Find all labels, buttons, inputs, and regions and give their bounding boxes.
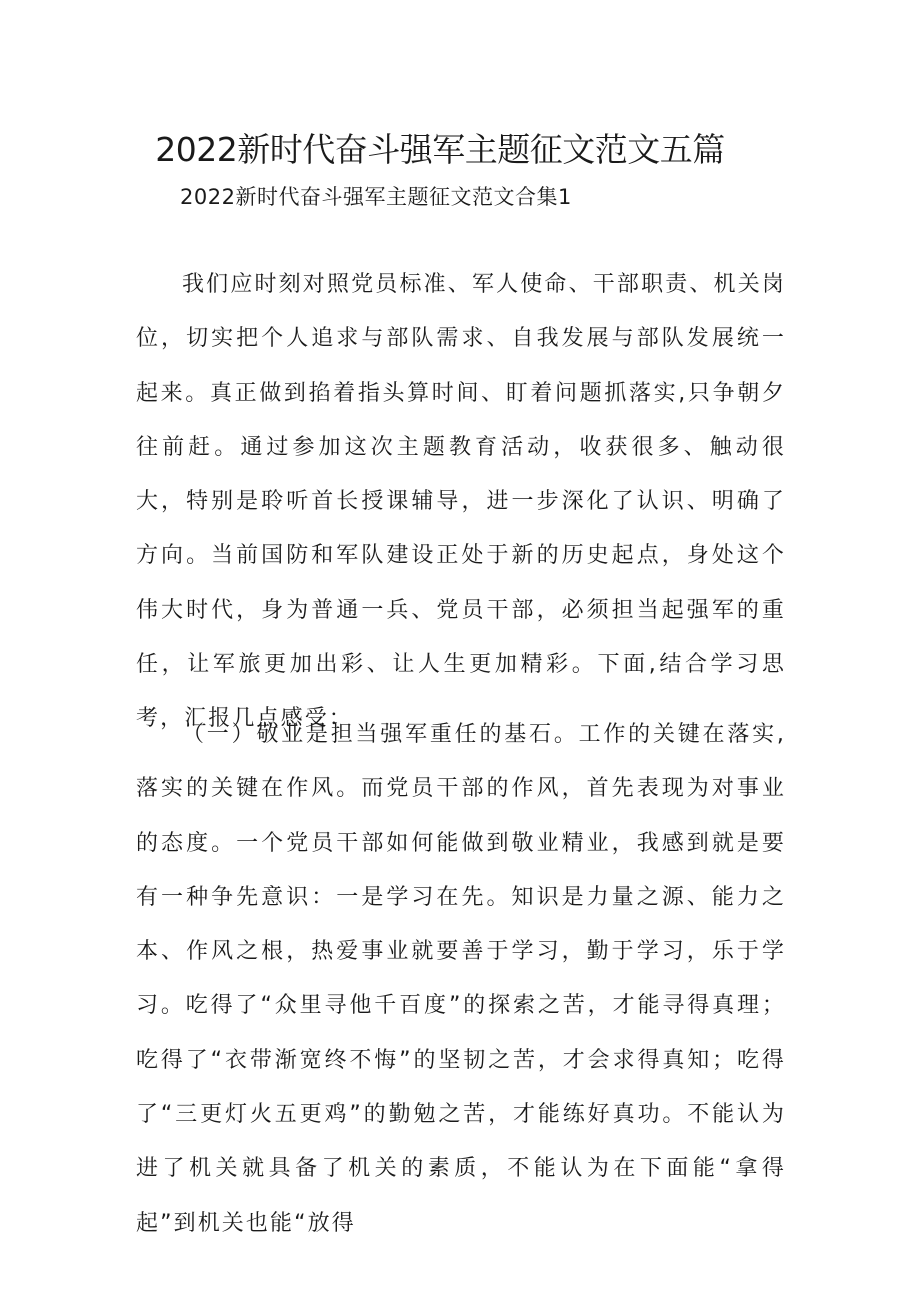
document-subtitle: 2022新时代奋斗强军主题征文范文合集1 xyxy=(180,185,572,209)
body-paragraph: （一）敬业是担当强军重任的基石。工作的关键在落实,落实的关键在作风。而党员干部的作风，首先表现为对事业的态度。一个党员干部如何能做到敬业精业，我感到就是要有一种争先意识：一是学习在先。知识是力量之源、能力之本、作风之根，热爱事业就要善于学习，勤于学习，乐于学习。吃得了“众里寻他千百度”的探索之苦，才能寻得真理；吃得了“衣带渐宽终不悔”的坚韧之苦，才会求得真知；吃得了“三更灯火五更鸡”的勤勉之苦，才能练好真功。不能认为进了机关就具备了机关的素质，不能认为在下面能“拿得起”到机关也能“放得 xyxy=(136,722,786,1236)
body-paragraph: 我们应时刻对照党员标准、军人使命、干部职责、机关岗位，切实把个人追求与部队需求、自我发展与部队发展统一起来。真正做到掐着指头算时间、盯着问题抓落实,只争朝夕往前赶。通过参加这次主题教育活动，收获很多、触动很大，特别是聆听首长授课辅导，进一步深化了认识、明确了方向。当前国防和军队建设正处于新的历史起点，身处这个伟大时代，身为普通一兵、党员干部，必须担当起强军的重任，让军旅更加出彩、让人生更加精彩。下面,结合学习思考，汇报几点感受： xyxy=(136,272,786,732)
document-title: 2022新时代奋斗强军主题征文范文五篇 xyxy=(155,130,725,169)
